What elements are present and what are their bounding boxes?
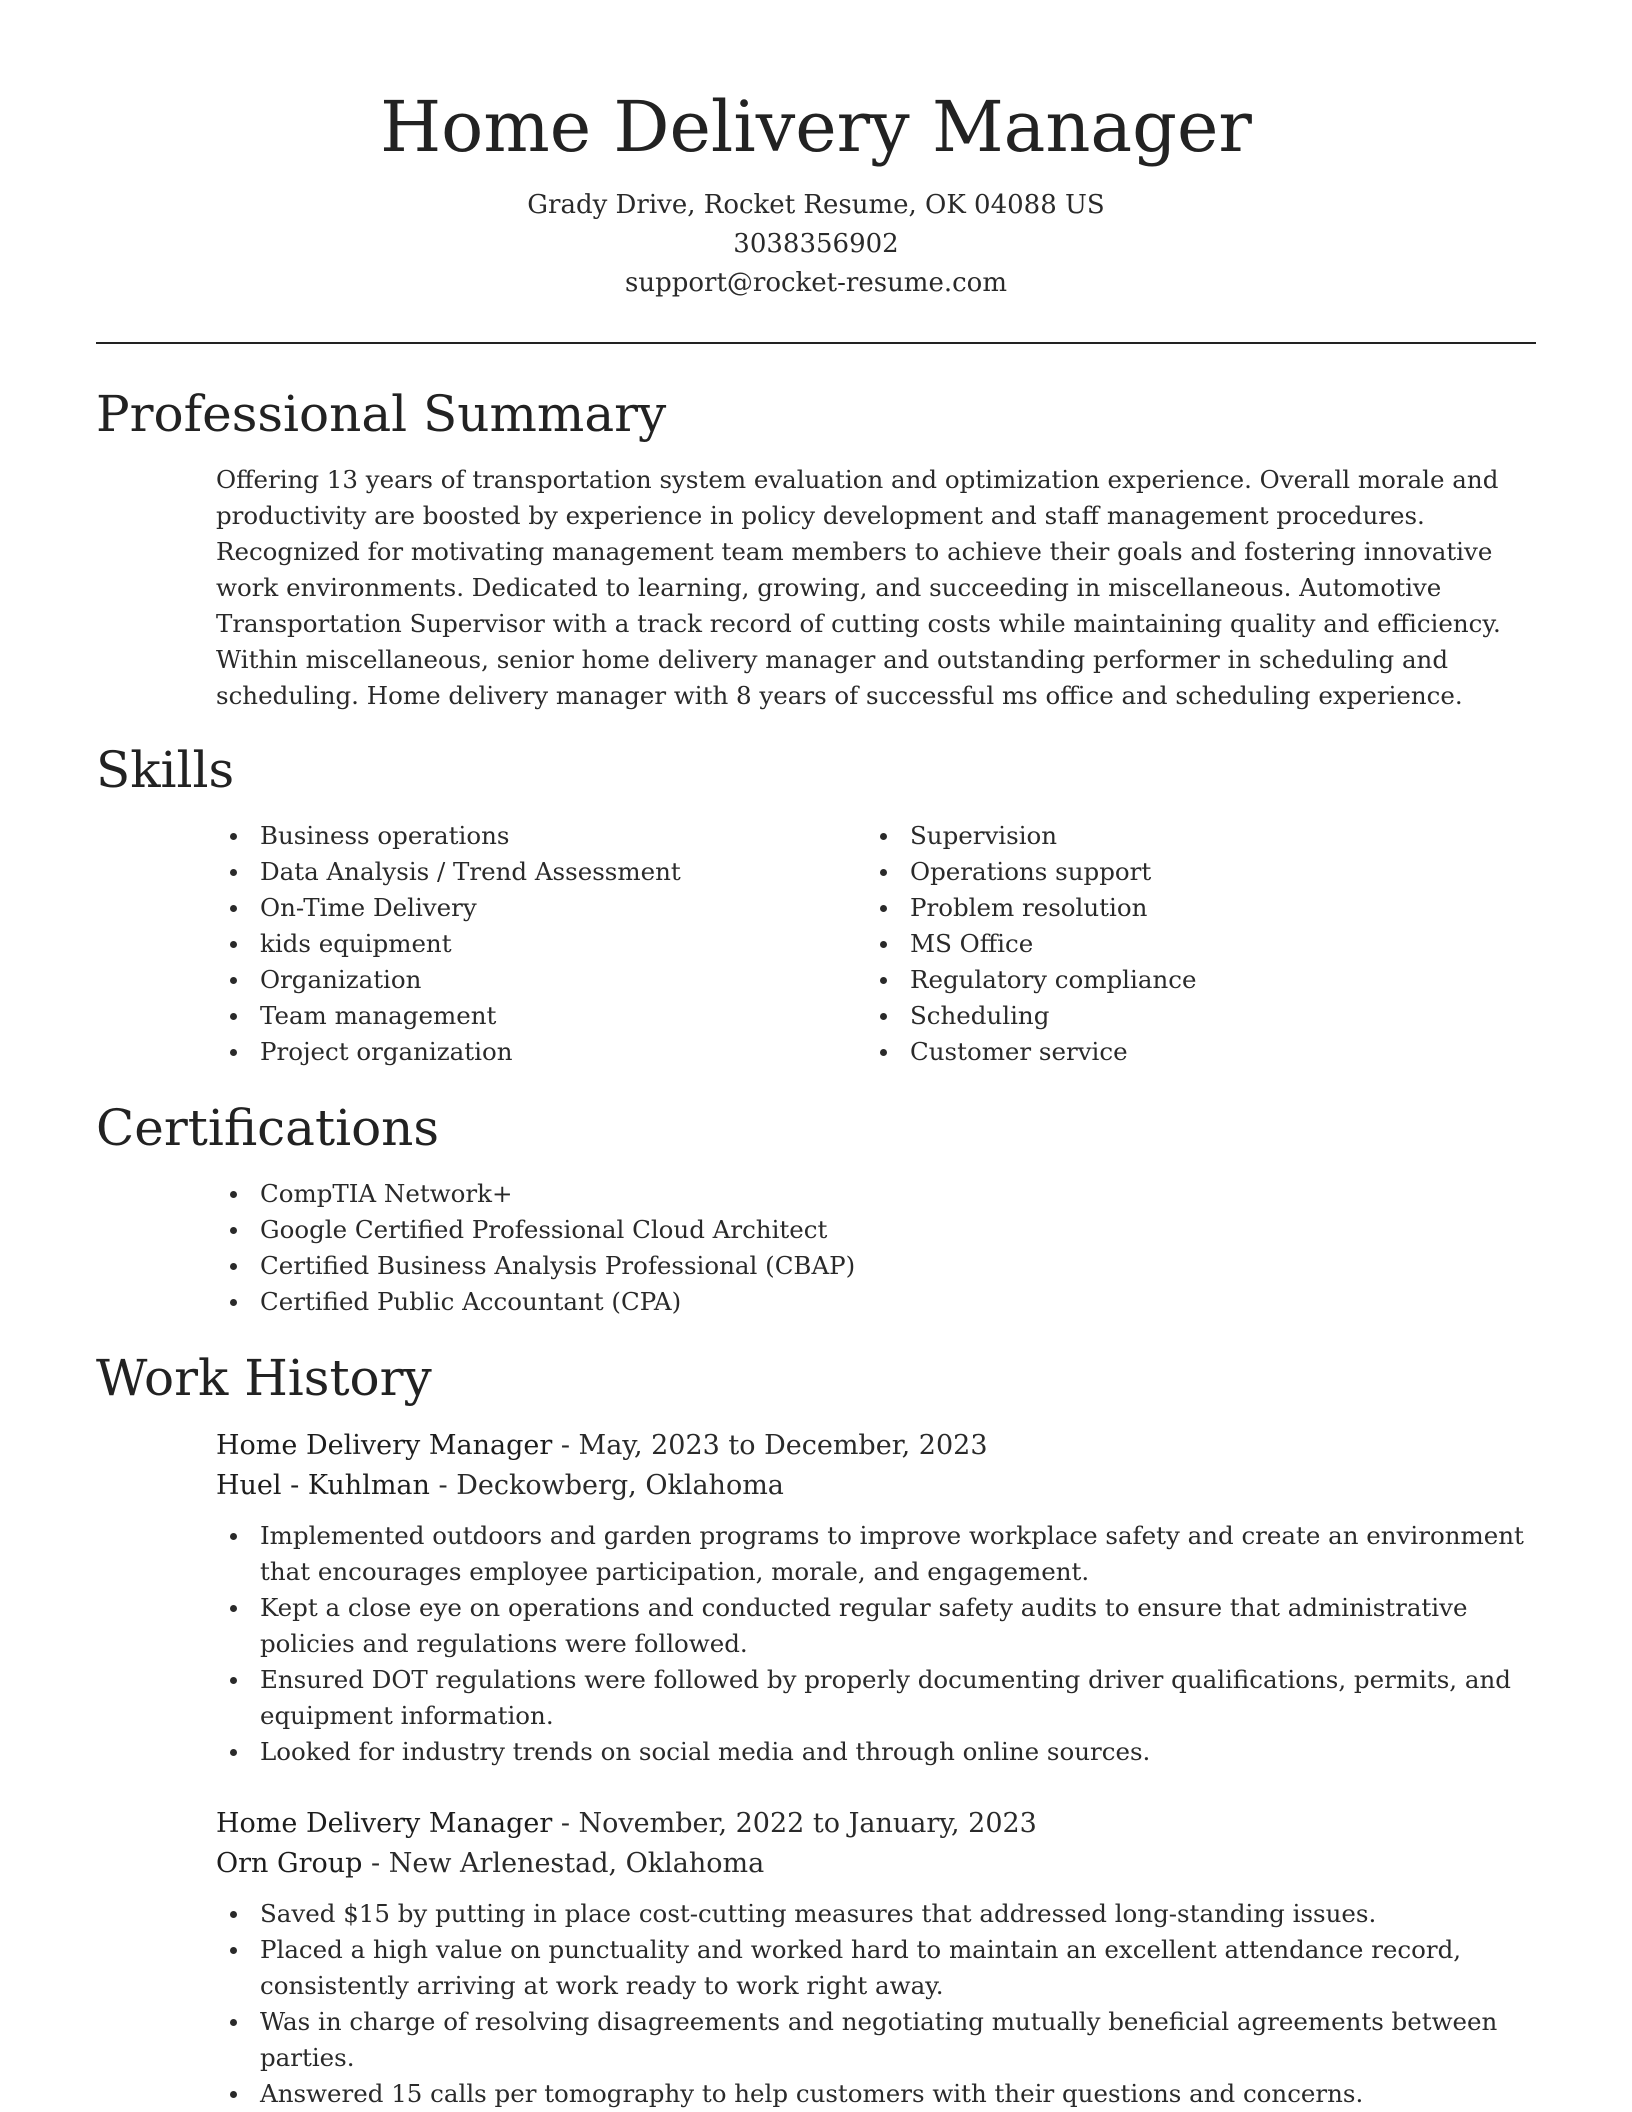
job-entry	[216, 1804, 1536, 2112]
job-bullets	[216, 1518, 1536, 1770]
job-location: Deckowberg, Oklahoma	[456, 1470, 784, 1501]
job-dates: May, 2023 to December, 2023	[578, 1430, 988, 1461]
job-bullet: Implemented outdoors and garden programs to improve workplace safety and create an environment that encourages employee participation, morale, and engagement.	[216, 1518, 1536, 1590]
certifications-heading: Certifications	[96, 1099, 440, 1157]
summary-text: Offering 13 years of transportation system evaluation and optimization experience. Overall morale and productivity are boosted by experience in policy development and staff management procedures. Recognized for motivating management team members to achieve their goals and fostering innovative work environments. Dedicated to learning, growing, and succeeding in miscellaneous. Automotive Transportation Supervisor with a track record of cutting costs while maintaining quality and efficiency. Within miscellaneous, senior home delivery manager and outstanding performer in scheduling and scheduling. Home delivery manager with 8 years of successful ms office and scheduling experience.	[216, 465, 1501, 710]
skill-item: Regulatory compliance	[866, 962, 1516, 998]
job-bullet: Ensured DOT regulations were followed by properly documenting driver qualifications, permits, and equipment information.	[216, 1662, 1536, 1734]
separator: -	[438, 1470, 457, 1501]
skill-item: MS Office	[866, 926, 1516, 962]
job-bullet: Answered 15 calls per tomography to help customers with their questions and concerns.	[216, 2076, 1536, 2112]
job-company: Orn Group	[216, 1848, 363, 1879]
job-title-line	[216, 1804, 1536, 1844]
certification-item: Google Certified Professional Cloud Architect	[216, 1212, 1536, 1248]
job-bullets	[216, 1896, 1536, 2112]
skill-item: On-Time Delivery	[216, 890, 866, 926]
certification-item: CompTIA Network+	[216, 1176, 1536, 1212]
contact-info	[0, 186, 1632, 303]
job-entry	[216, 1426, 1536, 1770]
job-company-line	[216, 1844, 1536, 1884]
job-bullet: Was in charge of resolving disagreements and negotiating mutually beneficial agreements between parties.	[216, 2004, 1536, 2076]
skills-list	[216, 818, 1536, 1070]
separator: -	[560, 1808, 579, 1839]
candidate-title: Home Delivery Manager	[380, 86, 1252, 168]
summary-heading: Professional Summary	[96, 385, 667, 443]
job-bullet: Looked for industry trends on social media and through online sources.	[216, 1734, 1536, 1770]
skill-item: Project organization	[216, 1034, 866, 1070]
phone: 3038356902	[733, 229, 899, 259]
certification-item: Certified Business Analysis Professional (CBAP)	[216, 1248, 1536, 1284]
skill-item: kids equipment	[216, 926, 866, 962]
email: support@rocket-resume.com	[624, 268, 1007, 298]
job-location: New Arlenestad, Oklahoma	[388, 1848, 765, 1879]
job-role: Home Delivery Manager	[216, 1430, 553, 1461]
job-bullet: Saved $15 by putting in place cost-cutting measures that addressed long-standing issues.	[216, 1896, 1536, 1932]
separator: -	[371, 1848, 389, 1879]
skill-item: Data Analysis / Trend Assessment	[216, 854, 866, 890]
job-dates: November, 2022 to January, 2023	[578, 1808, 1037, 1839]
address: Grady Drive, Rocket Resume, OK 04088 US	[527, 190, 1105, 220]
skill-item: Scheduling	[866, 998, 1516, 1034]
certifications-list	[216, 1176, 1536, 1320]
job-company-line	[216, 1466, 1536, 1506]
resume-header	[0, 82, 1632, 303]
job-role: Home Delivery Manager	[216, 1808, 553, 1839]
skills-column-right	[866, 818, 1516, 1070]
separator: -	[560, 1430, 579, 1461]
skill-item: Team management	[216, 998, 866, 1034]
work-history-heading: Work History	[96, 1349, 432, 1407]
skill-item: Customer service	[866, 1034, 1516, 1070]
job-bullet: Placed a high value on punctuality and worked hard to maintain an excellent attendance record, consistently arriving at work ready to work right away.	[216, 1932, 1536, 2004]
skills-heading: Skills	[96, 741, 235, 799]
job-company: Huel - Kuhlman	[216, 1470, 430, 1501]
skills-column-left	[216, 818, 866, 1070]
skill-item: Business operations	[216, 818, 866, 854]
skill-item: Operations support	[866, 854, 1516, 890]
skill-item: Supervision	[866, 818, 1516, 854]
skill-item: Problem resolution	[866, 890, 1516, 926]
certification-item: Certified Public Accountant (CPA)	[216, 1284, 1536, 1320]
header-divider	[96, 342, 1536, 344]
skill-item: Organization	[216, 962, 866, 998]
job-title-line	[216, 1426, 1536, 1466]
job-bullet: Kept a close eye on operations and conducted regular safety audits to ensure that administrative policies and regulations were followed.	[216, 1590, 1536, 1662]
